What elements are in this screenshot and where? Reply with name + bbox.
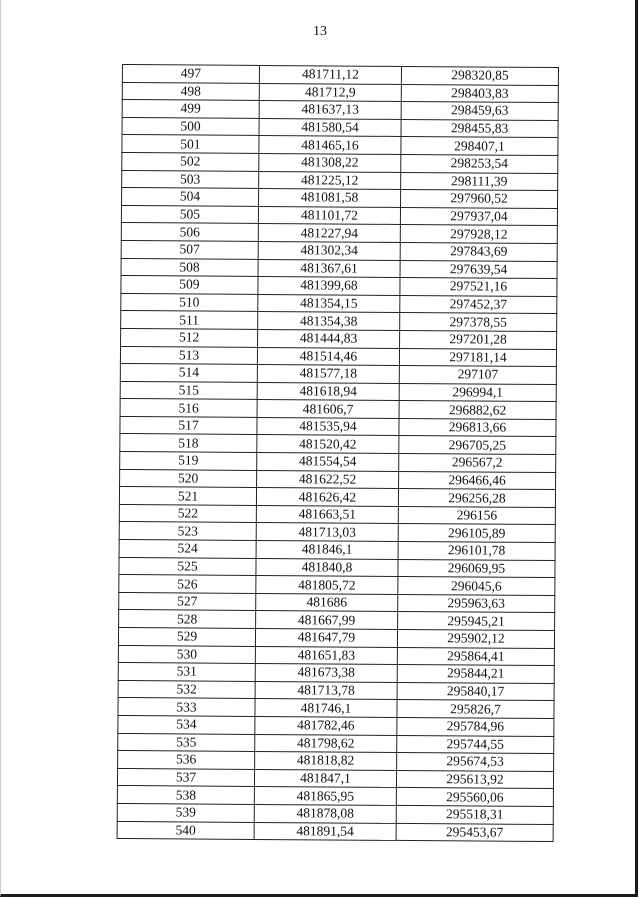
y-coordinate-cell: 297107 [399,366,556,385]
y-coordinate-cell: 297928,12 [400,225,557,244]
x-coordinate-cell: 481667,99 [256,611,398,630]
x-coordinate-cell: 481798,62 [255,734,397,753]
x-coordinate-cell: 481818,82 [255,752,397,771]
point-number-cell: 526 [119,575,256,594]
point-number-cell: 499 [122,100,259,119]
x-coordinate-cell: 481782,46 [255,716,397,735]
x-coordinate-cell: 481520,42 [257,435,399,454]
point-number-cell: 503 [122,170,259,189]
y-coordinate-cell: 295864,41 [397,647,554,666]
point-number-cell: 523 [119,522,256,541]
point-number-cell: 538 [117,786,254,805]
point-number-cell: 500 [122,117,259,136]
point-number-cell: 501 [122,135,259,154]
x-coordinate-cell: 481465,16 [259,136,401,155]
point-number-cell: 536 [118,751,255,770]
y-coordinate-cell: 295963,63 [398,594,555,613]
y-coordinate-cell: 296705,25 [399,436,556,455]
x-coordinate-cell: 481713,03 [256,523,398,542]
y-coordinate-cell: 295744,55 [397,735,554,754]
y-coordinate-cell: 295844,21 [397,665,554,684]
y-coordinate-cell: 295560,06 [396,788,553,807]
x-coordinate-cell: 481805,72 [256,576,398,595]
y-coordinate-cell: 297521,16 [400,278,557,297]
x-coordinate-cell: 481686 [256,593,398,612]
y-coordinate-cell: 296466,46 [399,471,556,490]
x-coordinate-cell: 481399,68 [258,277,400,296]
point-number-cell: 515 [120,381,257,400]
y-coordinate-cell: 298320,85 [401,66,558,85]
point-number-cell: 535 [118,733,255,752]
x-coordinate-cell: 481651,83 [255,646,397,665]
x-coordinate-cell: 481577,18 [257,365,399,384]
point-number-cell: 517 [120,416,257,435]
x-coordinate-cell: 481618,94 [257,382,399,401]
point-number-cell: 514 [120,364,257,383]
point-number-cell: 524 [119,540,256,559]
point-number-cell: 498 [122,82,259,101]
point-number-cell: 510 [121,293,258,312]
y-coordinate-cell: 295518,31 [396,805,553,824]
coordinates-table-body [117,65,558,842]
point-number-cell: 508 [121,258,258,277]
y-coordinate-cell: 295453,67 [396,823,553,842]
x-coordinate-cell: 481746,1 [255,699,397,718]
y-coordinate-cell: 296069,95 [398,559,555,578]
point-number-cell: 528 [119,610,256,629]
x-coordinate-cell: 481225,12 [259,171,401,190]
point-number-cell: 521 [119,487,256,506]
x-coordinate-cell: 481354,38 [258,312,400,331]
point-number-cell: 531 [118,663,255,682]
x-coordinate-cell: 481101,72 [258,206,400,225]
x-coordinate-cell: 481647,79 [255,628,397,647]
point-number-cell: 507 [121,240,258,259]
point-number-cell: 525 [119,557,256,576]
y-coordinate-cell: 297378,55 [400,313,557,332]
y-coordinate-cell: 295945,21 [398,612,555,631]
y-coordinate-cell: 298111,39 [401,172,558,191]
y-coordinate-cell: 296045,6 [398,577,555,596]
coordinates-table [117,64,559,842]
point-number-cell: 527 [119,592,256,611]
x-coordinate-cell: 481663,51 [256,505,398,524]
point-number-cell: 513 [120,346,257,365]
x-coordinate-cell: 481878,08 [254,804,396,823]
x-coordinate-cell: 481580,54 [259,118,401,137]
table-row [117,821,553,842]
y-coordinate-cell: 298459,63 [401,102,558,121]
x-coordinate-cell: 481302,34 [258,241,400,260]
point-number-cell: 504 [122,188,259,207]
y-coordinate-cell: 296256,28 [398,489,555,508]
point-number-cell: 505 [121,205,258,224]
y-coordinate-cell: 297639,54 [400,260,557,279]
x-coordinate-cell: 481846,1 [256,540,398,559]
y-coordinate-cell: 297181,14 [399,348,556,367]
y-coordinate-cell: 297843,69 [400,242,557,261]
y-coordinate-cell: 297960,52 [401,190,558,209]
x-coordinate-cell: 481711,12 [259,65,401,84]
x-coordinate-cell: 481444,83 [258,329,400,348]
y-coordinate-cell: 298253,54 [401,154,558,173]
y-coordinate-cell: 295784,96 [397,717,554,736]
x-coordinate-cell: 481227,94 [258,224,400,243]
y-coordinate-cell: 296101,78 [398,541,555,560]
point-number-cell: 518 [120,434,257,453]
x-coordinate-cell: 481713,78 [255,681,397,700]
x-coordinate-cell: 481712,9 [259,83,401,102]
x-coordinate-cell: 481354,15 [258,294,400,313]
y-coordinate-cell: 297452,37 [400,295,557,314]
x-coordinate-cell: 481514,46 [257,347,399,366]
y-coordinate-cell: 295826,7 [397,700,554,719]
x-coordinate-cell: 481673,38 [255,664,397,683]
x-coordinate-cell: 481865,95 [254,787,396,806]
page-number: 13 [313,24,327,39]
point-number-cell: 522 [119,504,256,523]
y-coordinate-cell: 295902,12 [397,629,554,648]
point-number-cell: 520 [120,469,257,488]
y-coordinate-cell: 296156 [398,506,555,525]
x-coordinate-cell: 481554,54 [257,453,399,472]
y-coordinate-cell: 295840,17 [397,682,554,701]
point-number-cell: 532 [118,680,255,699]
point-number-cell: 509 [121,276,258,295]
point-number-cell: 516 [120,399,257,418]
point-number-cell: 534 [118,715,255,734]
y-coordinate-cell: 298455,83 [401,119,558,138]
y-coordinate-cell: 296567,2 [399,454,556,473]
x-coordinate-cell: 481840,8 [256,558,398,577]
x-coordinate-cell: 481367,61 [258,259,400,278]
point-number-cell: 502 [122,152,259,171]
y-coordinate-cell: 295613,92 [396,770,553,789]
y-coordinate-cell: 297937,04 [400,207,557,226]
point-number-cell: 540 [117,821,254,840]
y-coordinate-cell: 296994,1 [399,383,556,402]
y-coordinate-cell: 296105,89 [398,524,555,543]
point-number-cell: 519 [120,452,257,471]
x-coordinate-cell: 481622,52 [257,470,399,489]
point-number-cell: 530 [118,645,255,664]
x-coordinate-cell: 481626,42 [256,488,398,507]
point-number-cell: 539 [117,803,254,822]
x-coordinate-cell: 481308,22 [259,153,401,172]
x-coordinate-cell: 481891,54 [254,822,396,841]
point-number-cell: 529 [118,627,255,646]
y-coordinate-cell: 296813,66 [399,418,556,437]
y-coordinate-cell: 297201,28 [400,330,557,349]
point-number-cell: 512 [121,328,258,347]
x-coordinate-cell: 481606,7 [257,400,399,419]
point-number-cell: 511 [121,311,258,330]
y-coordinate-cell: 298403,83 [401,84,558,103]
point-number-cell: 537 [117,768,254,787]
x-coordinate-cell: 481081,58 [259,189,401,208]
point-number-cell: 497 [122,65,259,84]
x-coordinate-cell: 481535,94 [257,417,399,436]
x-coordinate-cell: 481637,13 [259,101,401,120]
y-coordinate-cell: 296882,62 [399,401,556,420]
point-number-cell: 533 [118,698,255,717]
x-coordinate-cell: 481847,1 [254,769,396,788]
y-coordinate-cell: 295674,53 [397,753,554,772]
point-number-cell: 506 [121,223,258,242]
y-coordinate-cell: 298407,1 [401,137,558,156]
